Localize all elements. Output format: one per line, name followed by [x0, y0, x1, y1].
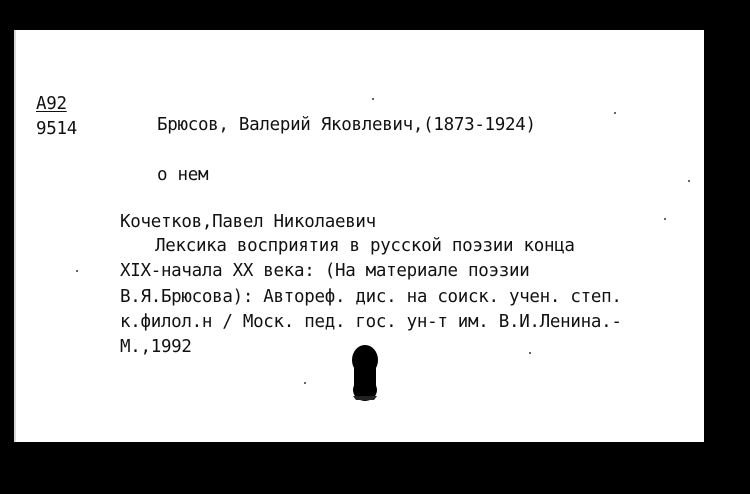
speck: [304, 382, 306, 384]
speck: [372, 98, 374, 100]
author-name: Кочетков,Павел Николаевич: [120, 212, 376, 232]
speck: [614, 112, 616, 114]
description-line: М.,1992: [120, 337, 192, 357]
description-line: к.филол.н / Моск. пед. гос. ун-т им. В.И.Ленина.-: [120, 312, 622, 332]
card-edge: [14, 30, 16, 442]
description-line: В.Я.Брюсова): Автореф. дис. на соиск. учен. степ.: [120, 287, 622, 307]
speck: [529, 352, 531, 354]
punch-hole: [350, 338, 380, 406]
subject-heading: Брюсов, Валерий Яковлевич,(1873-1924): [157, 115, 536, 135]
shelfmark-line-2: 9514: [36, 119, 77, 139]
speck: [664, 218, 666, 220]
description-line: XIX-начала XX века: (На материале поэзии: [120, 261, 530, 281]
description-line: Лексика восприятия в русской поэзии конца: [155, 236, 575, 256]
speck: [688, 180, 690, 182]
speck: [76, 270, 78, 272]
subject-qualifier: о нем: [157, 165, 209, 185]
shelfmark-line-1: А92: [36, 94, 67, 114]
catalog-card: [14, 30, 704, 442]
